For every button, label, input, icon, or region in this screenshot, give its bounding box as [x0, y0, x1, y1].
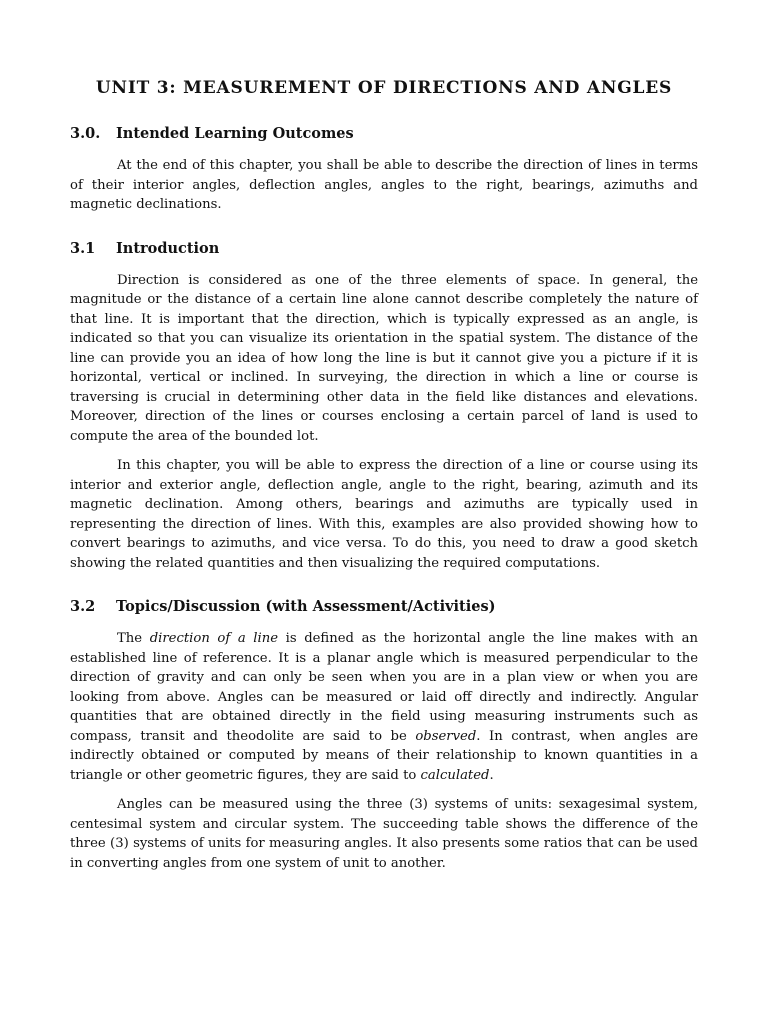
- paragraph-direction-definition: [70, 629, 698, 785]
- section-heading: [70, 239, 698, 259]
- term-direction-of-a-line: direction of a line: [149, 631, 279, 646]
- paragraph: Direction is considered as one of the three elements of space. In general, the magnitude or the distance of a certain line alone cannot describe completely the nature of that line. It is important that the direction, which is typically expressed as an angle, is indicated so that you can visualize its orientation in the spatial system. The distance of the line can provide you an idea of how long the line is but it cannot give you a picture if it is horizontal, vertical or inclined. In surveying, the direction in which a line or course is traversing is crucial in determining other data in the field like distances and elevations. Moreover, direction of the lines or courses enclosing a certain parcel of land is used to compute the area of the bounded lot.: [70, 272, 698, 444]
- paragraph: In this chapter, you will be able to express the direction of a line or course using its interior and exterior angle, deflection angle, angle to the right, bearing, azimuth and its magnetic declination. Among others, bearings and azimuths are typically used in representing the direction of lines. With this, examples are also provided showing how to convert bearings to azimuths, and vice versa. To do this, you need to draw a good sketch showing the related quantities and then visualizing the required computations.: [70, 458, 698, 571]
- section-title: Intended Learning Outcomes: [116, 125, 354, 142]
- section-number: 3.2: [70, 598, 96, 615]
- section-heading: [70, 124, 698, 144]
- section-title: Introduction: [116, 239, 220, 257]
- section-learning-outcomes: [70, 124, 698, 215]
- text-run: is defined as the horizontal angle the line makes with an established line of reference. It is a planar angle which is measured perpendicular to the direction of gravity and can only be seen when you are in a plan view or when you are looking from above. Angles can be measured or laid off directly and indirectly. Angular quantities that are obtained directly in the field using measuring instruments such as compass, transit and theodolite are said to be: [70, 631, 698, 744]
- text-run: .: [489, 767, 494, 783]
- section-heading: [70, 597, 698, 617]
- term-observed: observed: [415, 728, 477, 744]
- section-number: 3.0.: [70, 125, 101, 142]
- section-title: Topics/Discussion (with Assessment/Activities): [116, 598, 496, 615]
- paragraph: Angles can be measured using the three (3) systems of units: sexagesimal system, centesimal system and circular system. The succeeding table shows the difference of the three (3) systems of units for measuring angles. It also presents some ratios that can be used in converting angles from one system of unit to another.: [70, 797, 698, 871]
- unit-title: UNIT 3: MEASUREMENT OF DIRECTIONS AND ANGLES: [95, 78, 673, 98]
- text-run: The: [117, 631, 150, 646]
- paragraph: At the end of this chapter, you shall be able to describe the direction of lines in terms of their interior angles, deflection angles, angles to the right, bearings, azimuths and magnetic declinations.: [70, 158, 698, 212]
- text-run: . In contrast, when angles are indirectly obtained or computed by means of their relationship to known quantities in a triangle or other geometric figures, they are said to: [70, 728, 699, 783]
- section-topics-discussion: [70, 597, 698, 873]
- section-number: 3.1: [70, 239, 96, 257]
- term-calculated: calculated: [420, 767, 490, 783]
- section-introduction: [70, 239, 698, 574]
